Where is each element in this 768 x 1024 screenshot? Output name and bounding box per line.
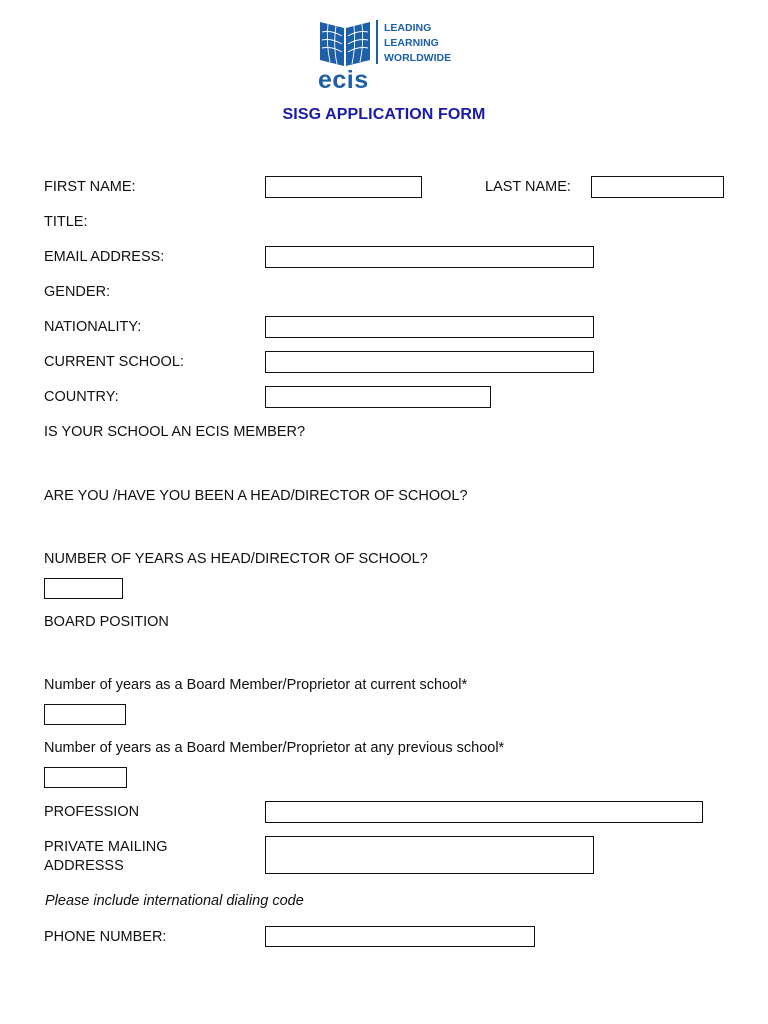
years-board-previous-field[interactable] xyxy=(44,767,127,788)
years-board-previous-label: Number of years as a Board Member/Proprietor at any previous school* xyxy=(44,740,505,756)
globe-book-icon xyxy=(318,18,372,70)
years-board-current-field[interactable] xyxy=(44,704,126,725)
ecis-member-label: IS YOUR SCHOOL AN ECIS MEMBER? xyxy=(44,424,306,440)
country-field[interactable] xyxy=(265,386,491,408)
last-name-field[interactable] xyxy=(591,176,724,198)
phone-field[interactable] xyxy=(265,926,535,947)
years-head-field[interactable] xyxy=(44,578,123,599)
email-label: EMAIL ADDRESS: xyxy=(44,249,165,265)
logo-divider xyxy=(376,20,378,64)
logo-wordmark: ecis xyxy=(318,66,369,94)
form-title: SISG APPLICATION FORM xyxy=(282,106,486,123)
current-school-field[interactable] xyxy=(265,351,594,373)
board-position-label: BOARD POSITION xyxy=(44,614,169,630)
first-name-field[interactable] xyxy=(265,176,422,198)
first-name-label: FIRST NAME: xyxy=(44,179,136,195)
tagline-line-1: LEADING xyxy=(384,22,432,34)
profession-label: PROFESSION xyxy=(44,804,140,820)
mailing-address-label-line-1: PRIVATE MAILING xyxy=(44,839,168,855)
title-label: TITLE: xyxy=(44,214,88,230)
years-head-label: NUMBER OF YEARS AS HEAD/DIRECTOR OF SCHOOL? xyxy=(44,551,428,567)
current-school-label: CURRENT SCHOOL: xyxy=(44,354,184,370)
dialing-code-note: Please include international dialing code xyxy=(45,893,304,909)
profession-field[interactable] xyxy=(265,801,703,823)
tagline-line-2: LEARNING xyxy=(384,37,439,49)
nationality-field[interactable] xyxy=(265,316,594,338)
logo-tagline xyxy=(384,21,451,66)
tagline-line-3: WORLDWIDE xyxy=(384,52,452,64)
mailing-address-label-line-2: ADDRESSS xyxy=(44,858,124,874)
mailing-address-field[interactable] xyxy=(265,836,594,874)
phone-label: PHONE NUMBER: xyxy=(44,929,167,945)
head-director-label: ARE YOU /HAVE YOU BEEN A HEAD/DIRECTOR OF SCHOOL? xyxy=(44,488,468,504)
country-label: COUNTRY: xyxy=(44,389,119,405)
email-field[interactable] xyxy=(265,246,594,268)
last-name-label: LAST NAME: xyxy=(485,179,571,195)
years-board-current-label: Number of years as a Board Member/Proprietor at current school* xyxy=(44,677,468,693)
nationality-label: NATIONALITY: xyxy=(44,319,142,335)
gender-label: GENDER: xyxy=(44,284,111,300)
